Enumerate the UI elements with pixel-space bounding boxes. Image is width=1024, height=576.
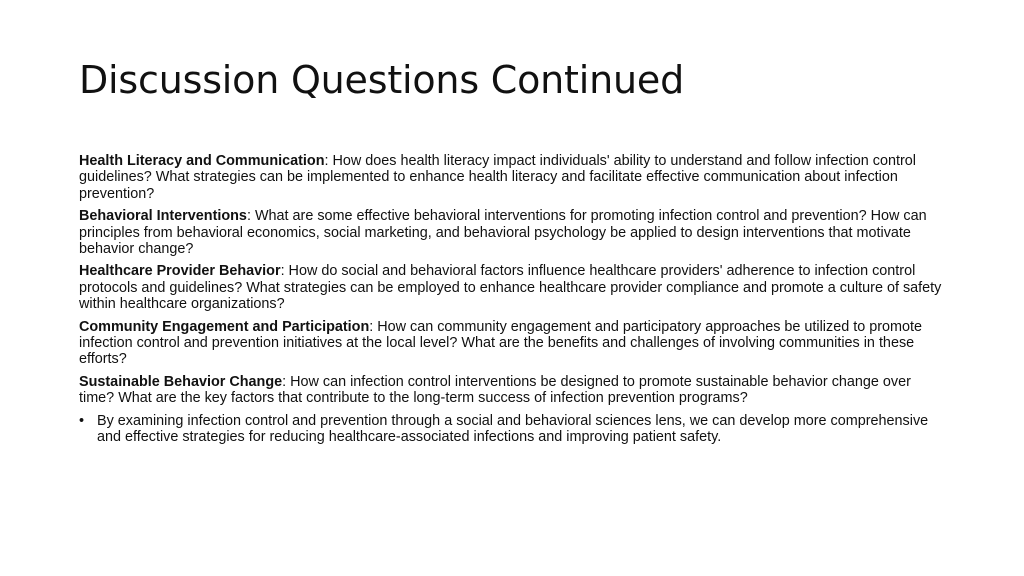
paragraph-text: : How can infection control interventions be designed to promote sustainable behavior change over time? What are the key factors that contribute to the long-term success of infection prevention programs? bbox=[79, 373, 911, 407]
paragraph-text: : How does health literacy impact individuals' ability to understand and follow infection control guidelines? What strategies can be implemented to enhance health literacy and facilitate effective communication about infection prevention? bbox=[79, 153, 916, 202]
paragraph-sustainable-behavior-change bbox=[79, 374, 947, 407]
paragraph-community-engagement bbox=[79, 319, 947, 368]
slide-content bbox=[79, 153, 947, 446]
paragraph-heading: Healthcare Provider Behavior bbox=[79, 263, 281, 280]
bullet-text: By examining infection control and prevention through a social and behavioral sciences lens, we can develop more comprehensive and effective strategies for reducing healthcare-associated infections and improving patient safety. bbox=[97, 412, 929, 446]
bullet-item bbox=[79, 413, 947, 446]
paragraph-behavioral-interventions bbox=[79, 208, 947, 257]
paragraph-text: : How do social and behavioral factors influence healthcare providers' adherence to infection control protocols and guidelines? What strategies can be employed to enhance healthcare provider compliance and promote a culture of safety within healthcare organizations? bbox=[79, 263, 942, 313]
paragraph-text: : What are some effective behavioral interventions for promoting infection control and prevention? How can principles from behavioral economics, social marketing, and behavioral psychology be applied to design interventions that motivate behavior change? bbox=[79, 208, 927, 258]
bullet-dot-icon: • bbox=[79, 412, 85, 429]
paragraph-health-literacy bbox=[79, 153, 947, 202]
paragraph-text: : How can community engagement and participatory approaches be utilized to promote infection control and prevention initiatives at the local level? What are the benefits and challenges of involving communities in these efforts? bbox=[79, 318, 922, 368]
paragraph-heading: Sustainable Behavior Change bbox=[79, 373, 283, 390]
paragraph-healthcare-provider-behavior bbox=[79, 263, 947, 312]
paragraph-heading: Health Literacy and Communication bbox=[79, 153, 325, 169]
paragraph-heading: Community Engagement and Participation bbox=[79, 318, 370, 335]
slide-title: Discussion Questions Continued bbox=[79, 58, 684, 102]
paragraph-heading: Behavioral Interventions bbox=[79, 208, 247, 225]
